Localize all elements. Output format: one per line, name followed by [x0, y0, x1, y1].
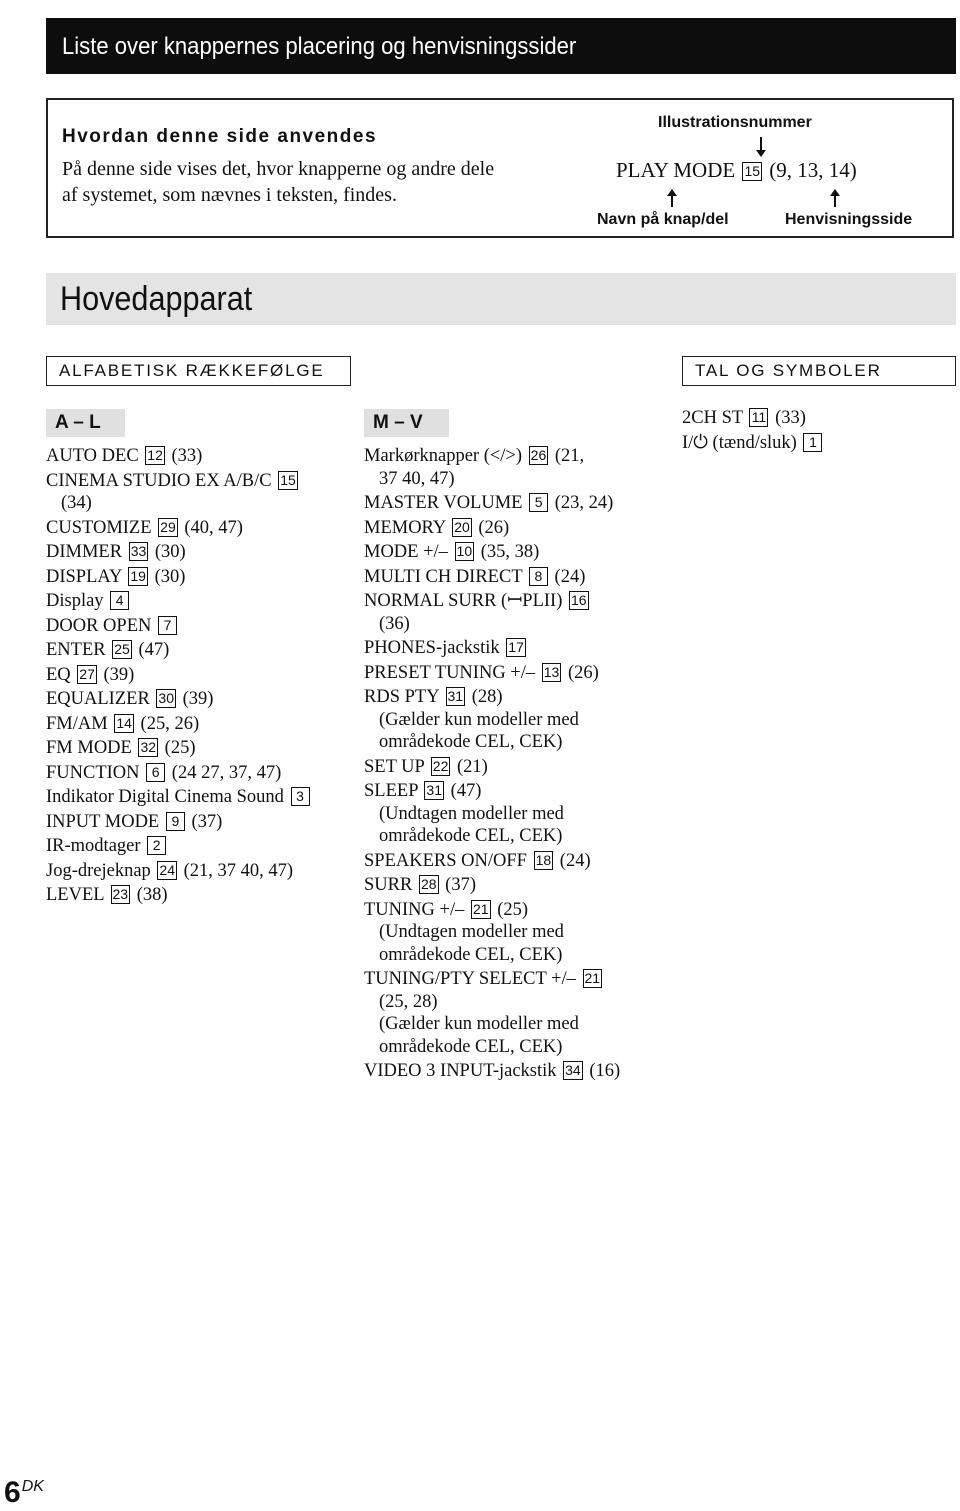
entry-name: NORMAL SURR (ꟷPLII) [364, 591, 563, 611]
page-header [46, 18, 956, 74]
index-entry [46, 860, 312, 883]
entry-name: DISPLAY [46, 566, 122, 587]
entry-illustration-number: 17 [508, 639, 524, 655]
entry-name: SURR [364, 875, 413, 895]
index-entry [46, 737, 312, 760]
entry-name: INPUT MODE [46, 811, 160, 832]
entry-name: MASTER VOLUME [364, 493, 523, 513]
entry-illustration-number: 10 [456, 543, 473, 559]
entry-continuation: (Undtagen modeller med [379, 922, 564, 942]
entry-continuation: (36) [379, 613, 410, 634]
index-entry [364, 492, 620, 515]
entry-illustration-number: 16 [570, 592, 587, 608]
section-title-bar [46, 273, 956, 325]
entry-illustration-number: 15 [280, 471, 296, 488]
index-column-m-v [364, 445, 620, 1085]
entry-page-refs: (25, 26) [140, 713, 200, 734]
index-column-a-l [46, 445, 312, 909]
entry-page-refs: (30) [154, 566, 186, 587]
index-entry [364, 780, 620, 848]
index-entry [364, 662, 620, 685]
illustration-number-label: Illustrationsnummer [658, 114, 812, 131]
index-entry [364, 874, 620, 897]
index-entry [46, 688, 312, 711]
entry-page-refs: (37) [445, 875, 476, 895]
entry-name: DIMMER [46, 542, 123, 562]
index-entry [364, 566, 620, 589]
index-entry [364, 850, 620, 873]
range-tag-m-v: M – V [364, 409, 449, 437]
entry-page-refs: (25) [164, 738, 196, 758]
arrow-down-icon [760, 137, 762, 151]
arrow-up-icon [671, 195, 673, 207]
index-entry [364, 517, 620, 540]
entry-illustration-number: 8 [529, 567, 548, 586]
index-entry [364, 590, 620, 635]
section-title: Hovedapparat [60, 280, 253, 318]
index-entry [46, 445, 312, 468]
entry-illustration-number: 4 [110, 591, 129, 610]
entry-illustration-number: 30 [158, 690, 174, 706]
entry-page-refs: (28) [471, 687, 503, 707]
entry-page-refs: (16) [589, 1061, 621, 1081]
index-entry [46, 470, 312, 515]
button-name-label: Navn på knap/del [597, 211, 729, 228]
entry-name: EQ [46, 664, 71, 685]
reference-page-label: Henvisningsside [785, 211, 913, 228]
entry-name: AUTO DEC [46, 446, 139, 466]
entry-illustration-number: 21 [472, 900, 489, 917]
index-entry [46, 517, 312, 540]
index-entry [46, 664, 312, 687]
howto-text-line2: af systemet, som nævnes i teksten, findes. [62, 184, 397, 206]
entry-name: ENTER [46, 640, 106, 660]
entry-name: MODE +/– [364, 542, 448, 562]
entry-page-refs: (26) [478, 517, 510, 538]
entry-illustration-number: 24 [159, 861, 175, 878]
numbers-symbols-label: TAL OG SYMBOLER [682, 356, 956, 386]
entry-illustration-number: 34 [565, 1062, 581, 1078]
entry-continuation: områdekode CEL, CEK) [379, 732, 563, 752]
entry-name: TUNING +/– [364, 899, 465, 920]
entry-name: DOOR OPEN [46, 615, 152, 636]
index-entry [364, 968, 620, 1058]
index-entry [46, 811, 312, 834]
entry-name: Jog-drejeknap [46, 860, 151, 881]
howto-heading: Hvordan denne side anvendes [62, 126, 378, 147]
entry-illustration-number: 23 [112, 886, 129, 902]
entry-page-refs: (21, [554, 446, 585, 466]
entry-page-refs: (30) [154, 542, 186, 562]
entry-name: SPEAKERS ON/OFF [364, 850, 527, 871]
entry-page-refs: (37) [191, 811, 223, 832]
page-number [4, 1476, 44, 1510]
index-entry [364, 637, 620, 660]
index-entry [364, 899, 620, 967]
example-entry [616, 158, 857, 183]
index-entry [364, 541, 620, 564]
entry-illustration-number: 5 [529, 493, 548, 512]
index-entry [46, 713, 312, 736]
entry-name: FUNCTION [46, 762, 140, 783]
index-entry [46, 541, 312, 564]
index-entry [364, 756, 620, 779]
entry-page-refs: (33) [171, 446, 203, 466]
entry-continuation: områdekode CEL, CEK) [379, 1036, 563, 1057]
entry-illustration-number: 21 [584, 970, 601, 986]
entry-name: RDS PTY [364, 687, 439, 707]
entry-name: CINEMA STUDIO EX A/B/C [46, 470, 272, 491]
entry-illustration-number: 31 [447, 688, 464, 704]
entry-illustration-number: 3 [291, 787, 310, 806]
entry-illustration-number: 13 [543, 663, 560, 680]
entry-page-refs: (24) [559, 850, 591, 871]
index-entry [364, 445, 620, 490]
entry-name: TUNING/PTY SELECT +/– [364, 969, 576, 989]
entry-page-refs: (21, 37 40, 47) [183, 860, 294, 881]
entry-page-refs: (24 27, 37, 47) [171, 762, 282, 783]
entry-name: SLEEP [364, 781, 418, 801]
entry-illustration-number: 12 [147, 447, 163, 463]
entry-page-refs: (26) [567, 662, 599, 683]
example-name: PLAY MODE [616, 158, 736, 182]
entry-illustration-number: 27 [79, 665, 95, 682]
entry-illustration-number: 18 [535, 851, 552, 868]
entry-page-refs: (23, 24) [554, 493, 614, 513]
entry-illustration-number: 33 [130, 543, 147, 559]
index-column-symbols [682, 407, 824, 456]
entry-page-refs: (25) [497, 899, 529, 920]
entry-continuation: områdekode CEL, CEK) [379, 826, 563, 846]
entry-illustration-number: 1 [803, 433, 822, 452]
entry-continuation: (Undtagen modeller med [379, 803, 564, 824]
entry-name: Markørknapper (</>) [364, 446, 523, 466]
entry-name: MEMORY [364, 517, 446, 538]
page-number-value: 6 [4, 1476, 21, 1509]
entry-name: PRESET TUNING +/– [364, 662, 536, 683]
entry-name: FM MODE [46, 738, 132, 758]
entry-continuation: (Gælder kun modeller med [379, 1014, 579, 1034]
entry-illustration-number: 31 [426, 782, 442, 798]
entry-illustration-number: 7 [158, 616, 177, 635]
entry-name: Display [46, 591, 104, 611]
entry-continuation: (34) [61, 493, 92, 513]
example-pages: (9, 13, 14) [769, 158, 857, 182]
entry-page-refs: (24) [554, 566, 586, 587]
entry-name: 2CH ST [682, 408, 743, 428]
index-entry [46, 566, 312, 589]
range-tag-a-l: A – L [46, 409, 125, 437]
entry-page-refs: (21) [456, 756, 488, 777]
entry-illustration-number: 11 [749, 408, 768, 427]
entry-continuation: områdekode CEL, CEK) [379, 944, 563, 965]
index-entry [364, 686, 620, 754]
entry-illustration-number: 14 [116, 714, 132, 731]
entry-continuation: (Gælder kun modeller med [379, 709, 579, 730]
entry-name: LEVEL [46, 885, 104, 905]
index-entry [46, 639, 312, 662]
entry-page-refs: (35, 38) [480, 542, 540, 562]
entry-name: SET UP [364, 756, 425, 777]
index-entry [46, 615, 312, 638]
entry-illustration-number: 28 [420, 876, 437, 892]
entry-continuation: 37 40, 47) [379, 468, 455, 489]
alphabetical-order-label: ALFABETISK RÆKKEFØLGE [46, 356, 351, 386]
howto-box [46, 98, 954, 238]
index-entry [46, 762, 312, 785]
entry-name: IR-modtager [46, 836, 141, 856]
entry-name: PHONES-jackstik [364, 638, 500, 658]
entry-name: EQUALIZER [46, 689, 150, 709]
index-entry [682, 407, 824, 430]
entry-illustration-number: 6 [146, 763, 165, 782]
entry-illustration-number: 25 [114, 641, 130, 657]
entry-name: CUSTOMIZE [46, 517, 152, 538]
entry-illustration-number: 20 [454, 518, 470, 535]
example-number: 15 [744, 163, 761, 179]
arrow-up-icon [834, 195, 836, 207]
index-entry [364, 1060, 620, 1083]
index-entry [46, 835, 312, 858]
entry-illustration-number: 9 [166, 812, 185, 831]
page-number-suffix: DK [21, 1478, 44, 1495]
entry-page-refs: (39) [182, 689, 214, 709]
index-entry [46, 590, 312, 613]
entry-page-refs: (47) [138, 640, 170, 660]
entry-name: MULTI CH DIRECT [364, 566, 523, 587]
entry-name: I/⏻ (tænd/sluk) [682, 432, 797, 453]
entry-name: FM/AM [46, 713, 108, 734]
page-header-title: Liste over knappernes placering og henvisningssider [62, 33, 577, 60]
entry-page-refs: (38) [136, 885, 168, 905]
entry-name: Indikator Digital Cinema Sound [46, 787, 284, 807]
entry-illustration-number: 29 [160, 518, 176, 535]
index-entry [46, 884, 312, 907]
howto-text-line1: På denne side vises det, hvor knapperne og andre dele [62, 158, 495, 180]
index-entry [682, 432, 824, 455]
entry-name: VIDEO 3 INPUT-jackstik [364, 1061, 557, 1081]
index-entry [46, 786, 312, 809]
entry-illustration-number: 22 [432, 757, 449, 774]
entry-page-refs: (39) [103, 664, 135, 685]
entry-illustration-number: 32 [140, 739, 157, 755]
entry-illustration-number: 26 [530, 447, 547, 463]
entry-page-refs: (40, 47) [184, 517, 243, 538]
entry-illustration-number: 19 [130, 567, 146, 584]
entry-illustration-number: 2 [147, 836, 166, 855]
entry-page-refs: (47) [450, 781, 482, 801]
entry-continuation: (25, 28) [379, 991, 438, 1012]
entry-page-refs: (33) [775, 408, 806, 428]
